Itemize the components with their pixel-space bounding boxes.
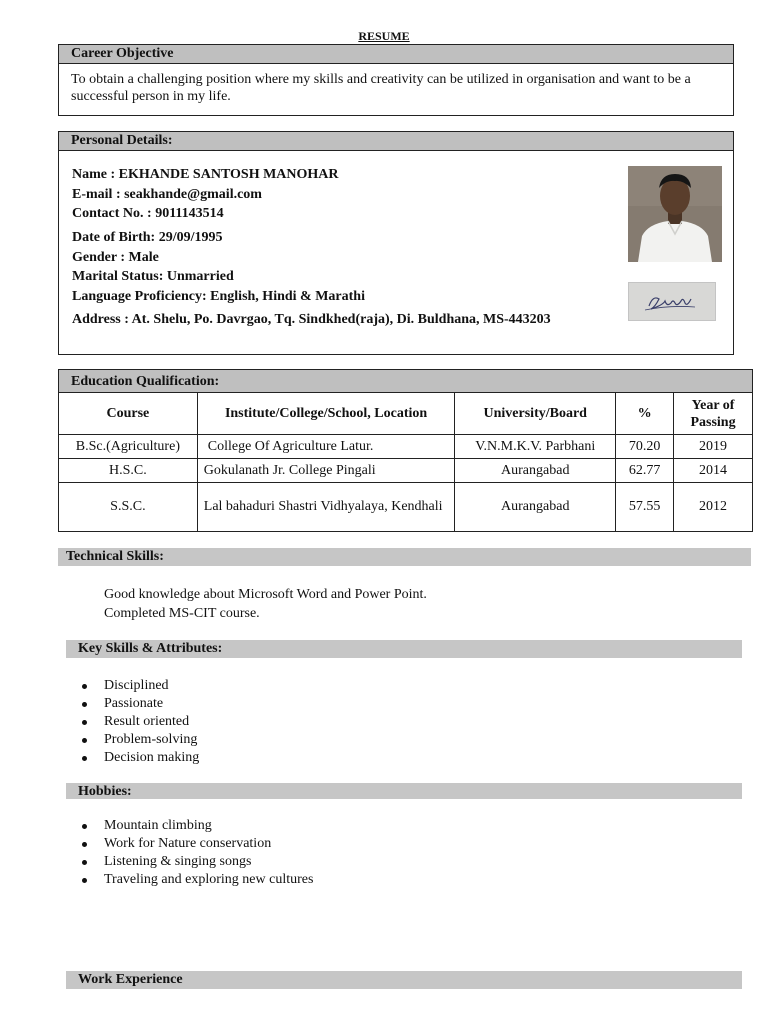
personal-details-heading: Personal Details: <box>59 132 733 151</box>
table-cell: 2012 <box>674 483 753 532</box>
work-experience-heading: Work Experience <box>66 971 742 989</box>
gender-line: Gender : Male <box>72 250 159 265</box>
list-item: Work for Nature conservation <box>80 835 313 853</box>
list-item: Problem-solving <box>80 731 199 749</box>
email-line: E-mail : seakhande@gmail.com <box>72 187 262 202</box>
technical-skill-line: Good knowledge about Microsoft Word and Power Point. <box>104 587 427 602</box>
name-line: Name : EKHANDE SANTOSH MANOHAR <box>72 167 339 182</box>
table-cell: Lal bahaduri Shastri Vidhyalaya, Kendhali <box>197 483 455 532</box>
person-photo-icon <box>628 166 722 262</box>
column-header: % <box>616 393 674 435</box>
table-cell: B.Sc.(Agriculture) <box>59 435 198 459</box>
list-item: Disciplined <box>80 677 199 695</box>
table-cell: 2019 <box>674 435 753 459</box>
list-item: Passionate <box>80 695 199 713</box>
table-cell: Aurangabad <box>455 483 616 532</box>
table-cell: 2014 <box>674 459 753 483</box>
table-cell: 70.20 <box>616 435 674 459</box>
table-row <box>59 459 753 483</box>
contact-line: Contact No. : 9011143514 <box>72 206 224 221</box>
column-header: Course <box>59 393 198 435</box>
table-cell: 57.55 <box>616 483 674 532</box>
table-row <box>59 435 753 459</box>
list-item: Decision making <box>80 749 199 767</box>
career-objective-heading: Career Objective <box>59 45 733 64</box>
table-cell: Aurangabad <box>455 459 616 483</box>
signature-icon <box>629 283 715 320</box>
education-section <box>58 369 753 393</box>
signature-image <box>628 282 716 321</box>
column-header: Institute/College/School, Location <box>197 393 455 435</box>
career-objective-section <box>58 44 734 116</box>
key-skills-heading: Key Skills & Attributes: <box>66 640 742 658</box>
list-item: Traveling and exploring new cultures <box>80 871 313 889</box>
document-title: RESUME <box>358 29 410 43</box>
education-table <box>58 392 753 532</box>
key-skills-list <box>80 677 199 767</box>
education-heading: Education Qualification: <box>59 370 752 392</box>
technical-skills-heading: Technical Skills: <box>58 548 751 566</box>
career-objective-text: To obtain a challenging position where my skills and creativity can be utilized in organisation and want to be a successful person in my life. <box>71 72 691 104</box>
table-row <box>59 483 753 532</box>
language-line: Language Proficiency: English, Hindi & Marathi <box>72 289 365 304</box>
list-item: Mountain climbing <box>80 817 313 835</box>
marital-status-line: Marital Status: Unmarried <box>72 269 234 284</box>
list-item: Result oriented <box>80 713 199 731</box>
table-header-row <box>59 393 753 435</box>
dob-line: Date of Birth: 29/09/1995 <box>72 230 223 245</box>
table-cell: 62.77 <box>616 459 674 483</box>
table-cell: College Of Agriculture Latur. <box>197 435 455 459</box>
table-cell: S.S.C. <box>59 483 198 532</box>
technical-skill-line: Completed MS-CIT course. <box>104 606 260 621</box>
address-line: Address : At. Shelu, Po. Davrgao, Tq. Sindkhed(raja), Di. Buldhana, MS-443203 <box>72 312 551 327</box>
table-cell: Gokulanath Jr. College Pingali <box>197 459 455 483</box>
table-cell: H.S.C. <box>59 459 198 483</box>
column-header: University/Board <box>455 393 616 435</box>
hobbies-list <box>80 817 313 889</box>
profile-photo <box>628 166 722 262</box>
hobbies-heading: Hobbies: <box>66 783 742 799</box>
column-header: Year of Passing <box>674 393 753 435</box>
list-item: Listening & singing songs <box>80 853 313 871</box>
table-cell: V.N.M.K.V. Parbhani <box>455 435 616 459</box>
